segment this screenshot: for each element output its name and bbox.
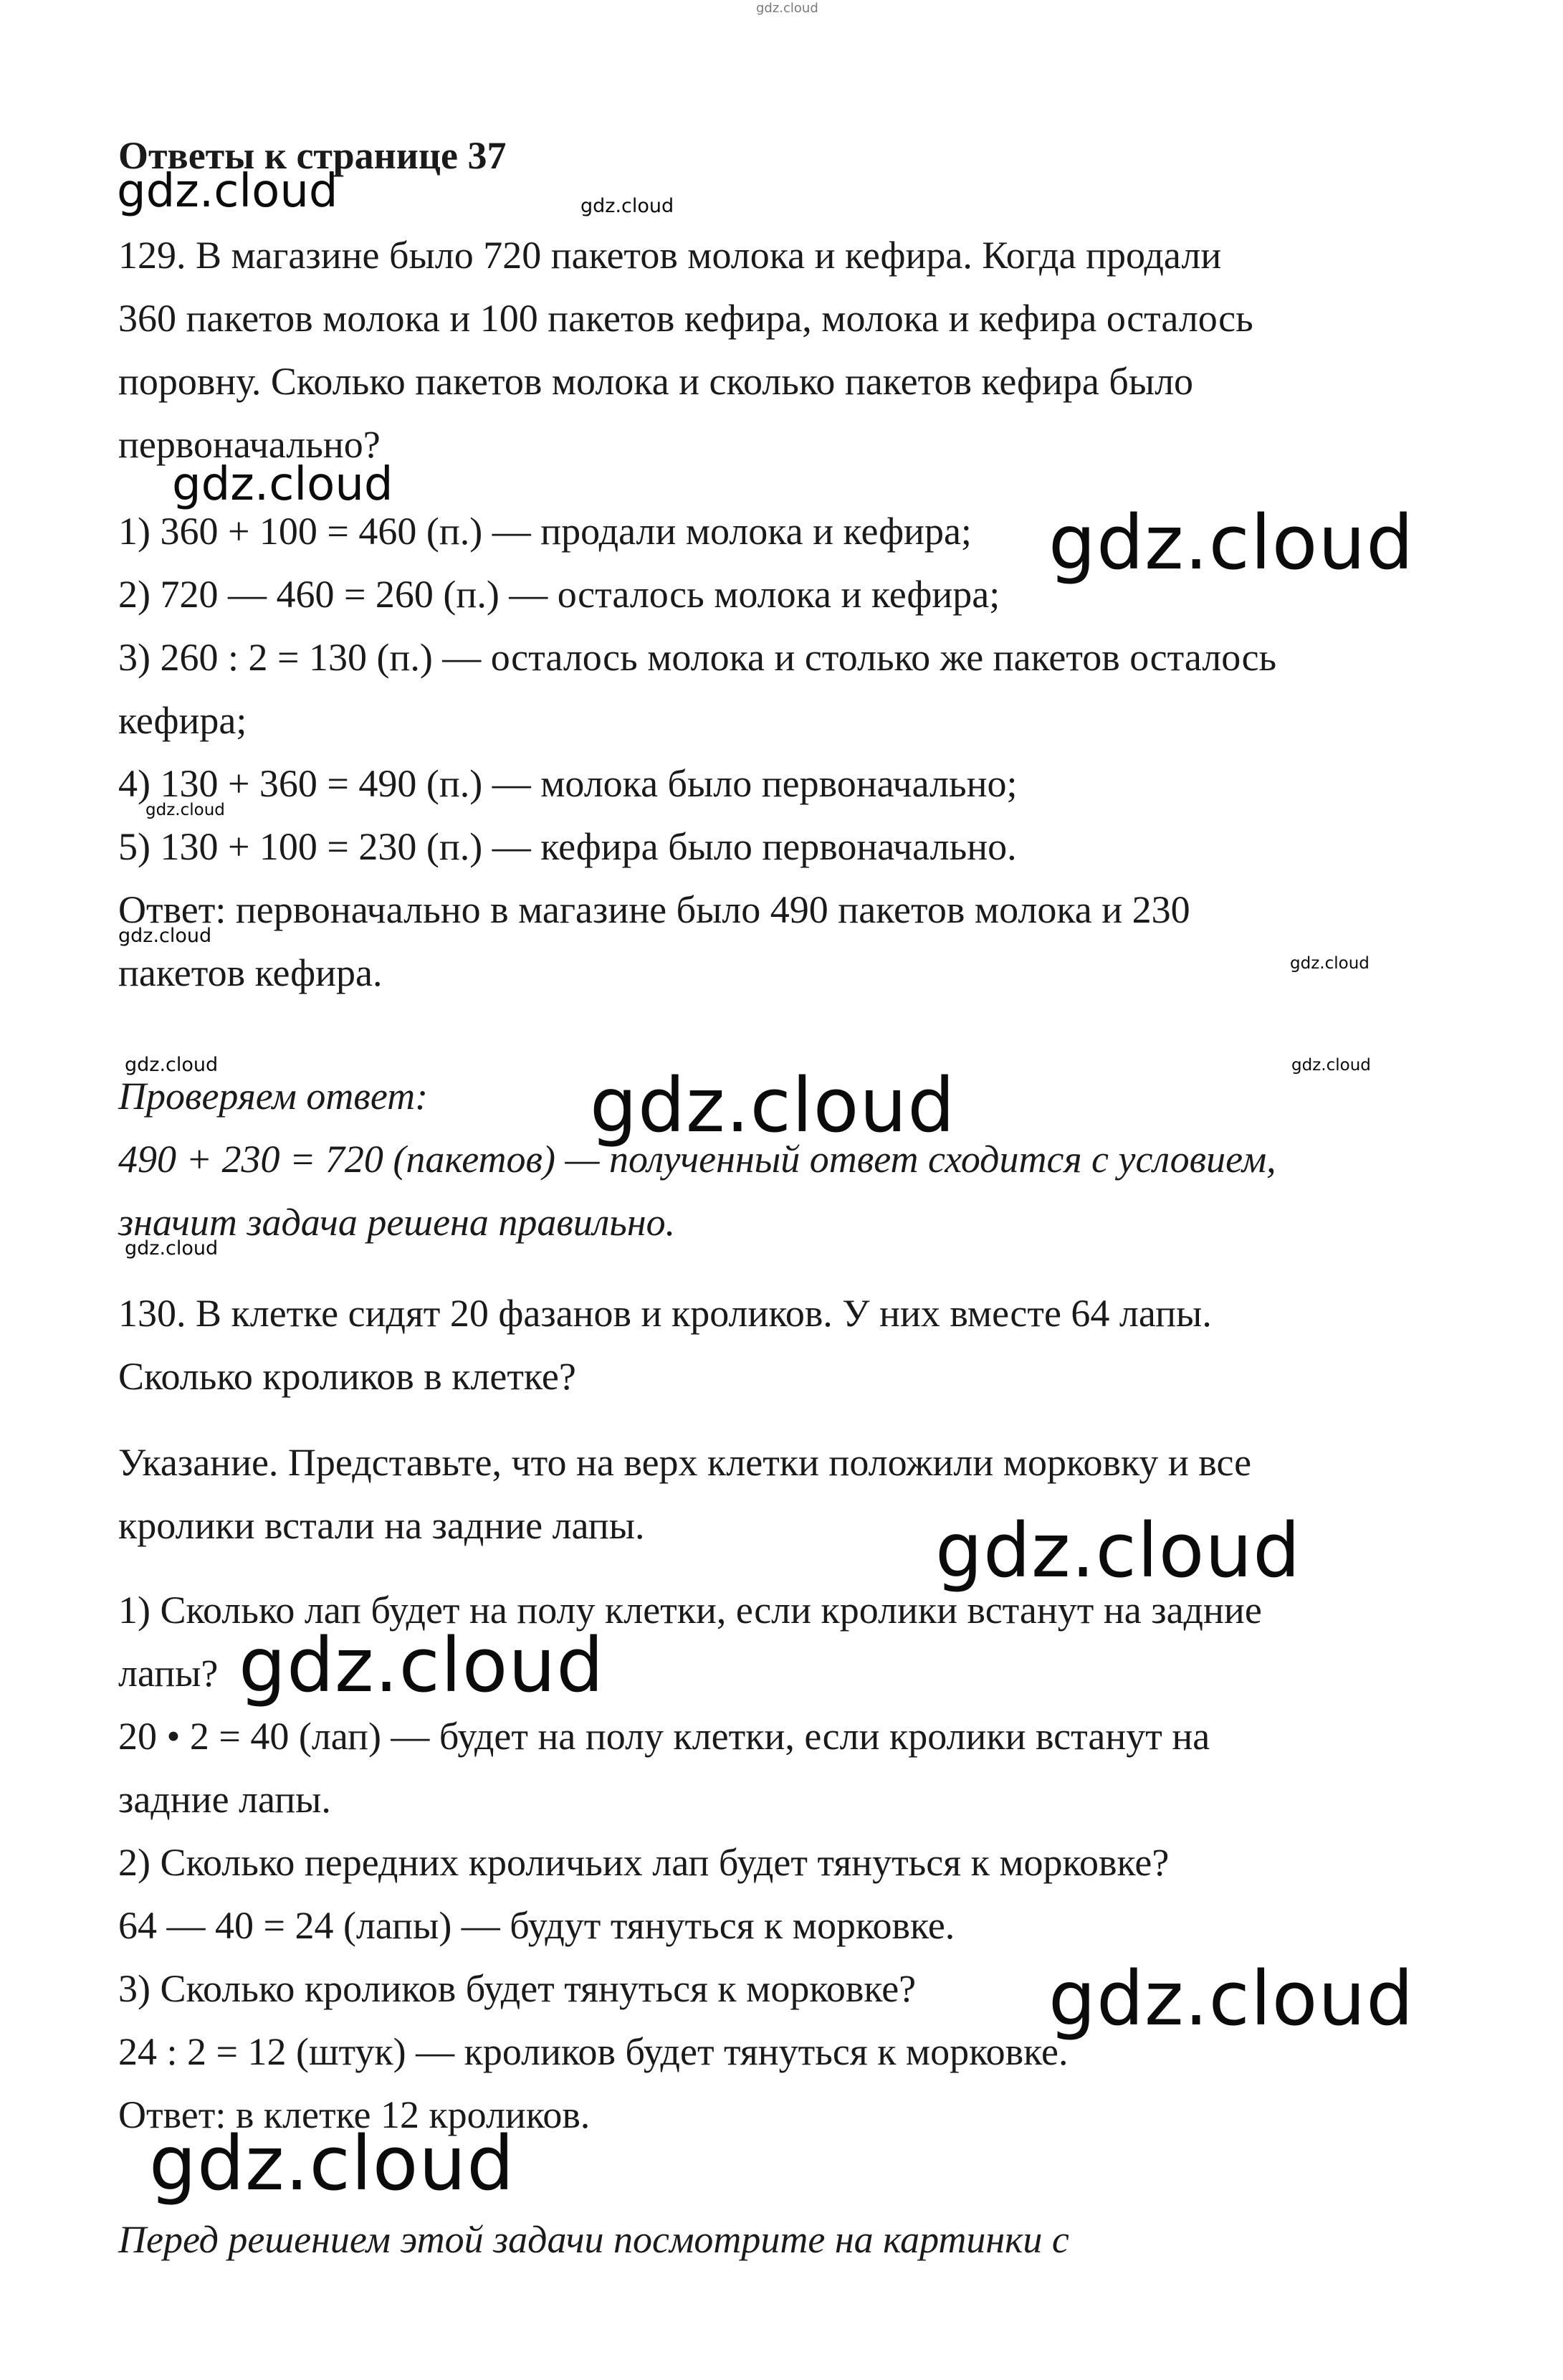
problem-130-question-3: 3) Сколько кроликов будет тянуться к морковке? <box>118 1967 917 2010</box>
problem-129-step-1: 1) 360 + 100 = 460 (п.) — продали молока и кефира; <box>118 510 972 553</box>
problem-129-line-1: 129. В магазине было 720 пакетов молока и кефира. Когда продали <box>118 234 1222 277</box>
watermark: gdz.cloud <box>239 1622 605 1709</box>
problem-129-step-5: 5) 130 + 100 = 230 (п.) — кефира было первоначально. <box>118 825 1017 868</box>
watermark: gdz.cloud <box>1291 1056 1371 1075</box>
problem-130-note: Перед решением этой задачи посмотрите на картинки с <box>118 2218 1069 2261</box>
problem-129-answer-cont: пакетов кефира. <box>118 951 383 994</box>
problem-130-question-1: 1) Сколько лап будет на полу клетки, если кролики встанут на задние <box>118 1589 1262 1632</box>
problem-129-step-2: 2) 720 — 460 = 260 (п.) — осталось молока и кефира; <box>118 573 1000 616</box>
problem-129-check-line-2: значит задача решена правильно. <box>118 1201 676 1244</box>
problem-129-step-4: 4) 130 + 360 = 490 (п.) — молока было первоначально; <box>118 762 1018 805</box>
problem-130-step-1-cont: задние лапы. <box>118 1778 331 1821</box>
watermark: gdz.cloud <box>145 801 225 819</box>
problem-129-line-3: поровну. Сколько пакетов молока и сколько пакетов кефира было <box>118 360 1194 403</box>
page-title: Ответы к странице 37 <box>118 134 507 177</box>
problem-129-step-3: 3) 260 : 2 = 130 (п.) — осталось молока и столько же пакетов осталось <box>118 636 1277 679</box>
watermark: gdz.cloud <box>149 2120 515 2207</box>
problem-130-question-2: 2) Сколько передних кроличьих лап будет тянуться к морковке? <box>118 1841 1170 1884</box>
problem-130-hint-cont: кролики встали на задние лапы. <box>118 1504 645 1547</box>
problem-130-line-2: Сколько кроликов в клетке? <box>118 1355 576 1398</box>
problem-129-check-line-1: 490 + 230 = 720 (пакетов) — полученный ответ сходится с условием, <box>118 1138 1276 1181</box>
problem-130-step-1: 20 • 2 = 40 (лап) — будет на полу клетки, если кролики встанут на <box>118 1715 1210 1758</box>
problem-130-hint: Указание. Представьте, что на верх клетки положили морковку и все <box>118 1441 1252 1484</box>
watermark: gdz.cloud <box>172 458 393 511</box>
watermark: gdz.cloud <box>580 195 674 217</box>
problem-130-line-1: 130. В клетке сидят 20 фазанов и кроликов. У них вместе 64 лапы. <box>118 1292 1212 1335</box>
problem-130-step-3: 24 : 2 = 12 (штук) — кроликов будет тянуться к морковке. <box>118 2030 1069 2073</box>
watermark: gdz.cloud <box>1290 954 1370 973</box>
problem-129-answer: Ответ: первоначально в магазине было 490 пакетов молока и 230 <box>118 888 1190 931</box>
problem-130-step-2: 64 — 40 = 24 (лапы) — будут тянуться к морковке. <box>118 1904 955 1947</box>
problem-129-line-2: 360 пакетов молока и 100 пакетов кефира, молока и кефира осталось <box>118 297 1253 340</box>
problem-129-line-4: первоначально? <box>118 423 381 466</box>
problem-129-step-3-cont: кефира; <box>118 699 247 742</box>
watermark: gdz.cloud <box>125 1237 219 1260</box>
watermark: gdz.cloud <box>590 1062 956 1149</box>
watermark: gdz.cloud <box>1048 499 1415 586</box>
watermark: gdz.cloud <box>1048 1955 1415 2042</box>
problem-130-answer: Ответ: в клетке 12 кроликов. <box>118 2093 591 2136</box>
watermark: gdz.cloud <box>935 1507 1301 1594</box>
watermark: gdz.cloud <box>125 1054 219 1076</box>
problem-129-check-heading: Проверяем ответ: <box>118 1075 429 1118</box>
top-watermark: gdz.cloud <box>756 1 818 16</box>
problem-130-question-1-cont: лапы? <box>118 1652 219 1695</box>
watermark: gdz.cloud <box>118 925 212 947</box>
watermark: gdz.cloud <box>117 165 338 218</box>
